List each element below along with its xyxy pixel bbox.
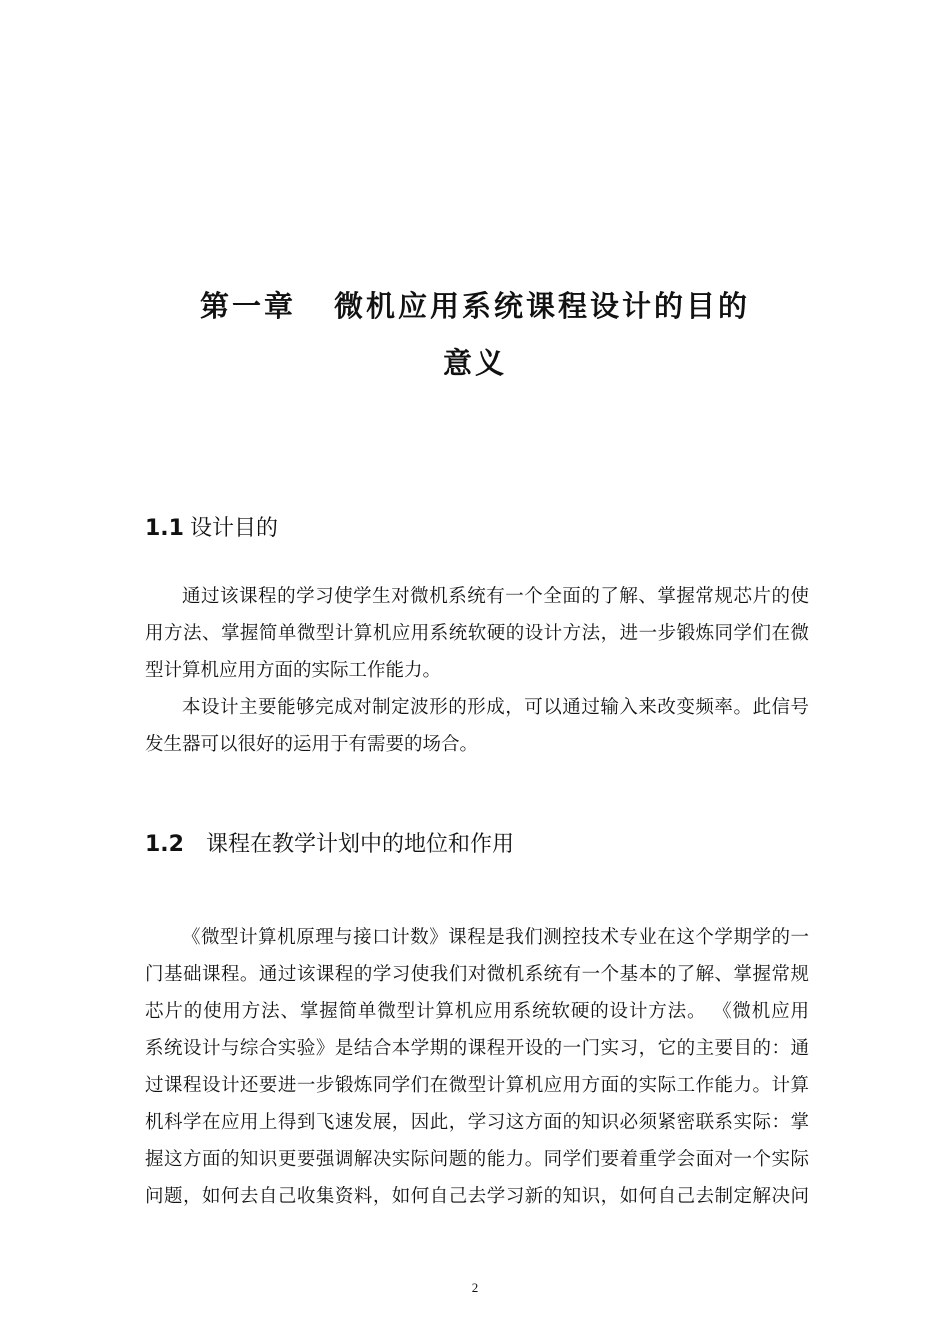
- paragraph-line: 握这方面的知识更要强调解决实际问题的能力。同学们要着重学会面对一个实际: [145, 1149, 809, 1170]
- paragraph-line: 过课程设计还要进一步锻炼同学们在微型计算机应用方面的实际工作能力。计算: [145, 1075, 809, 1096]
- paragraph-line: 《微型计算机原理与接口计数》课程是我们测控技术专业在这个学期学的一: [182, 927, 809, 948]
- section-title: 设计目的: [189, 516, 278, 541]
- page-number: 2: [471, 1280, 479, 1295]
- chapter-title: [120, 284, 830, 325]
- section-number: 1.2: [145, 832, 184, 857]
- paragraph-line: 发生器可以很好的运用于有需要的场合。: [145, 734, 479, 755]
- paragraph-line: 用方法、掌握简单微型计算机应用系统软硬的设计方法，进一步锻炼同学们在微: [145, 623, 809, 644]
- paragraph-line: 型计算机应用方面的实际工作能力。: [145, 660, 442, 681]
- chapter-title-continuation: [120, 341, 830, 382]
- chapter-label: 第一章: [199, 289, 296, 323]
- paragraph-line: 机科学在应用上得到飞速发展，因此，学习这方面的知识必须紧密联系实际：掌: [145, 1112, 809, 1133]
- paragraph-line: 本设计主要能够完成对制定波形的形成，可以通过输入来改变频率。此信号: [182, 697, 809, 718]
- paragraph-course-role: [145, 919, 809, 1215]
- paragraph-line: 问题，如何去自己收集资料，如何自己去学习新的知识，如何自己去制定解决问: [145, 1186, 809, 1207]
- paragraph-line: 门基础课程。通过该课程的学习使我们对微机系统有一个基本的了解、掌握常规: [145, 964, 809, 985]
- chapter-title-line2: 意义: [442, 346, 507, 380]
- paragraph-purpose: [145, 578, 809, 689]
- section-number: 1.1: [145, 516, 184, 541]
- section-title: 课程在教学计划中的地位和作用: [205, 832, 514, 857]
- paragraph-line: 系统设计与综合实验》是结合本学期的课程开设的一门实习，它的主要目的：通: [145, 1038, 809, 1059]
- paragraph-line: 芯片的使用方法、掌握简单微型计算机应用系统软硬的设计方法。 《微机应用: [145, 1001, 809, 1022]
- paragraph-design-summary: [145, 689, 809, 763]
- paragraph-line: 通过该课程的学习使学生对微机系统有一个全面的了解、掌握常规芯片的使: [182, 586, 809, 607]
- chapter-title-line1: 微机应用系统课程设计的目的: [334, 289, 751, 323]
- section-heading-1-1: [145, 511, 278, 542]
- section-heading-1-2: [145, 827, 514, 858]
